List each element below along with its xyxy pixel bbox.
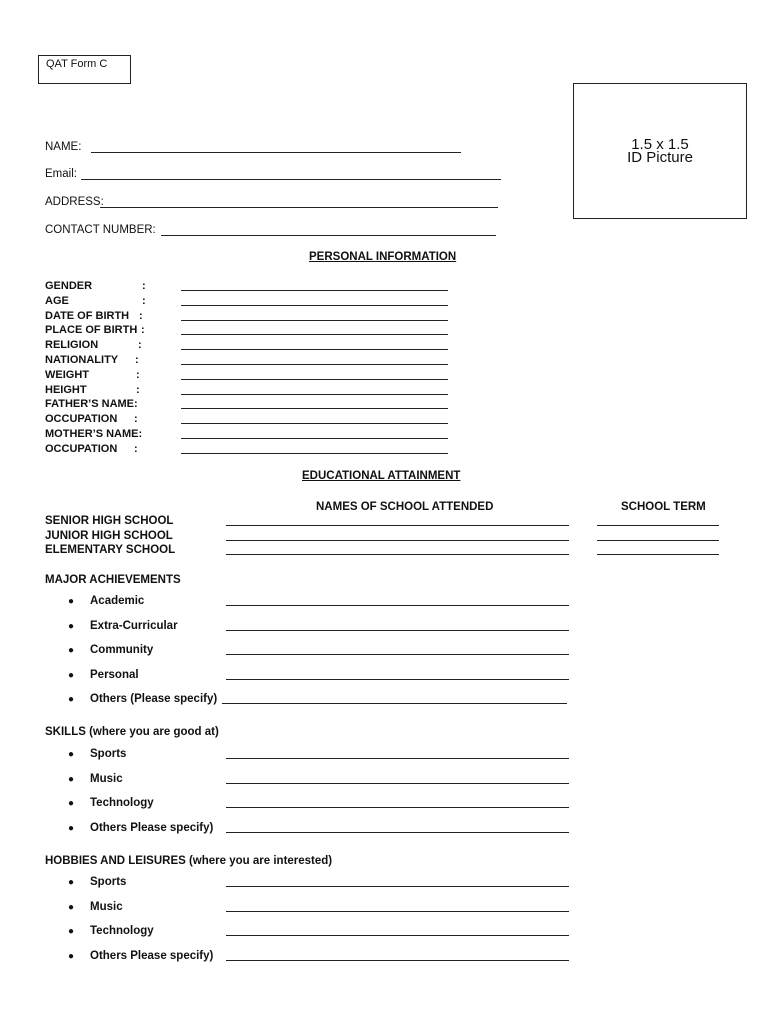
id-picture-label: ID Picture [627, 149, 693, 166]
personal-field-colon: : [136, 383, 140, 396]
achievements-item-label: Academic [90, 595, 145, 607]
id-picture-box[interactable] [573, 83, 747, 219]
personal-field-input[interactable] [181, 438, 448, 439]
personal-field-label: WEIGHT [45, 368, 89, 381]
school-name-field[interactable] [226, 554, 569, 555]
education-level-label: ELEMENTARY SCHOOL [45, 544, 176, 556]
address-label: ADDRESS: [45, 196, 104, 208]
personal-field-label: AGE [45, 294, 69, 307]
school-name-field[interactable] [226, 525, 569, 526]
personal-field-input[interactable] [181, 394, 448, 395]
personal-field-colon: : [135, 354, 139, 366]
bullet-icon: ● [68, 877, 75, 888]
education-level-label: SENIOR HIGH SCHOOL [45, 515, 174, 527]
education-heading: EDUCATIONAL ATTAINMENT [302, 470, 461, 482]
hobbies-item-field[interactable] [226, 960, 569, 961]
personal-field-label: RELIGION [45, 339, 99, 352]
form-label: QAT Form C [46, 58, 108, 70]
school-term-field[interactable] [597, 554, 719, 555]
hobbies-item-label: Technology [90, 925, 154, 937]
personal-field-colon: : [139, 309, 143, 322]
personal-field-input[interactable] [181, 349, 448, 350]
personal-field-input[interactable] [181, 364, 448, 365]
bullet-icon: ● [68, 694, 75, 705]
bullet-icon: ● [68, 926, 75, 937]
achievements-item-field[interactable] [226, 605, 569, 606]
skills-item-field[interactable] [226, 807, 569, 808]
skills-item-field[interactable] [226, 758, 569, 759]
skills-item-label: Music [90, 772, 123, 785]
personal-field-input[interactable] [181, 290, 448, 291]
school-column-header: NAMES OF SCHOOL ATTENDED [316, 501, 494, 513]
bullet-icon: ● [68, 773, 75, 785]
achievements-item-label: Personal [90, 668, 139, 681]
personal-field-colon: : [136, 368, 140, 381]
skills-item-label: Sports [90, 748, 127, 760]
name-label: NAME: [45, 141, 82, 153]
achievements-item-field[interactable] [226, 679, 569, 680]
school-term-field[interactable] [597, 525, 719, 526]
personal-heading: PERSONAL INFORMATION [309, 251, 457, 263]
personal-field-input[interactable] [181, 379, 448, 380]
school-name-field[interactable] [226, 540, 569, 541]
personal-field-input[interactable] [181, 408, 448, 409]
bullet-icon: ● [68, 645, 75, 656]
contact-label: CONTACT NUMBER: [45, 224, 156, 236]
hobbies-heading: HOBBIES AND LEISURES (where you are interested) [45, 855, 333, 867]
hobbies-item-field[interactable] [226, 935, 569, 936]
personal-field-colon: : [142, 280, 146, 292]
hobbies-item-label: Sports [90, 876, 127, 888]
personal-field-input[interactable] [181, 305, 448, 306]
personal-field-label: MOTHER’S NAME: [45, 428, 143, 440]
personal-field-label: HEIGHT [45, 383, 87, 396]
personal-field-colon: : [138, 339, 142, 352]
bullet-icon: ● [68, 669, 75, 681]
skills-heading: SKILLS (where you are good at) [45, 726, 219, 738]
term-column-header: SCHOOL TERM [621, 501, 706, 513]
achievements-item-field[interactable] [222, 703, 567, 704]
skills-item-field[interactable] [226, 832, 569, 833]
bullet-icon: ● [68, 596, 75, 607]
personal-field-label: OCCUPATION [45, 442, 118, 455]
personal-field-input[interactable] [181, 423, 448, 424]
skills-item-label: Technology [90, 797, 154, 810]
skills-item-label: Others Please specify) [90, 822, 214, 835]
personal-field-input[interactable] [181, 320, 448, 321]
bullet-icon: ● [68, 749, 75, 760]
school-term-field[interactable] [597, 540, 719, 541]
personal-field-label: OCCUPATION [45, 413, 118, 426]
bullet-icon: ● [68, 823, 75, 835]
achievements-item-field[interactable] [226, 654, 569, 655]
personal-field-colon: : [134, 413, 138, 426]
skills-item-field[interactable] [226, 783, 569, 784]
personal-field-label: NATIONALITY [45, 354, 119, 366]
personal-field-label: FATHER’S NAME: [45, 398, 138, 411]
bullet-icon: ● [68, 798, 75, 810]
achievements-heading: MAJOR ACHIEVEMENTS [45, 574, 181, 586]
email-field[interactable] [81, 179, 501, 180]
personal-field-label: GENDER [45, 280, 93, 292]
bullet-icon: ● [68, 620, 75, 632]
achievements-item-field[interactable] [226, 630, 569, 631]
name-field[interactable] [91, 152, 461, 153]
personal-field-input[interactable] [181, 453, 448, 454]
contact-field[interactable] [161, 235, 496, 236]
bullet-icon: ● [68, 901, 75, 913]
achievements-item-label: Others (Please specify) [90, 693, 218, 705]
hobbies-item-label: Music [90, 900, 123, 913]
personal-field-colon: : [142, 294, 146, 307]
education-level-label: JUNIOR HIGH SCHOOL [45, 529, 173, 542]
hobbies-item-field[interactable] [226, 886, 569, 887]
address-field[interactable] [100, 207, 498, 208]
personal-field-input[interactable] [181, 334, 448, 335]
hobbies-item-label: Others Please specify) [90, 949, 214, 962]
email-label: Email: [45, 168, 77, 180]
achievements-item-label: Extra-Curricular [90, 619, 178, 632]
achievements-item-label: Community [90, 644, 154, 656]
bullet-icon: ● [68, 950, 75, 962]
personal-field-label: DATE OF BIRTH [45, 309, 130, 322]
hobbies-item-field[interactable] [226, 911, 569, 912]
id-picture-size: 1.5 x 1.5 [631, 136, 689, 153]
form-label-box [38, 55, 131, 84]
personal-field-colon: : [141, 324, 145, 337]
personal-field-label: PLACE OF BIRTH [45, 324, 138, 337]
personal-field-colon: : [134, 442, 138, 455]
